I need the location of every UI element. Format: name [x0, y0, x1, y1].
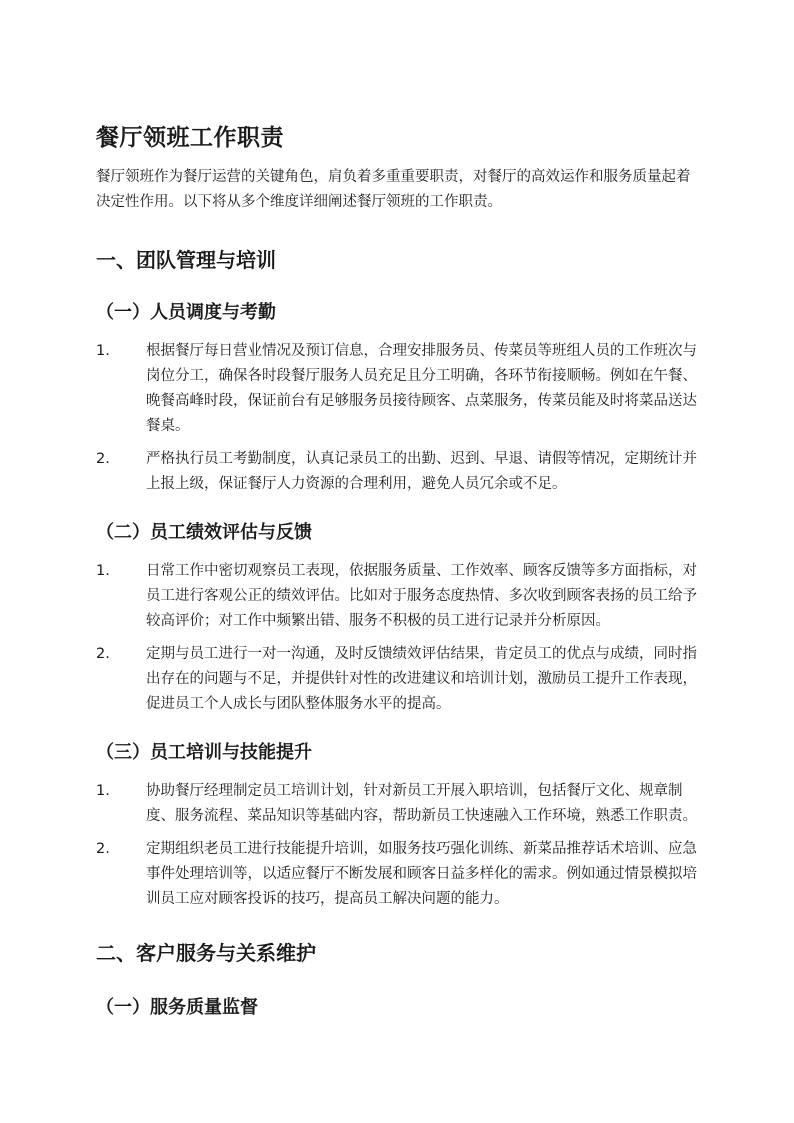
subsection-heading: （三）员工培训与技能提升 — [96, 742, 312, 763]
subsection-heading: （一）人员调度与考勤 — [96, 302, 276, 323]
numbered-list — [96, 779, 698, 912]
list-number: 1. — [96, 783, 110, 799]
list-item — [96, 339, 698, 439]
list-number: 2. — [96, 646, 110, 662]
list-item — [96, 837, 698, 912]
list-item — [96, 642, 698, 717]
list-item — [96, 559, 698, 634]
section-heading: 一、团队管理与培训 — [96, 248, 276, 272]
section-heading: 二、客户服务与关系维护 — [96, 941, 316, 965]
numbered-list — [96, 339, 698, 497]
list-item-text: 根据餐厅每日营业情况及预订信息，合理安排服务员、传菜员等班组人员的工作班次与岗位分工，确保各时段餐厅服务人员充足且分工明确，各环节衔接顺畅。例如在午餐、晚餐高峰时段，保证前台有足够服务员接待顾客、点菜服务，传菜员能及时将菜品送达餐桌。 — [146, 343, 697, 434]
list-number: 2. — [96, 451, 110, 467]
list-item — [96, 447, 698, 497]
numbered-list — [96, 559, 698, 717]
section-team-management — [96, 245, 698, 912]
list-number: 1. — [96, 563, 110, 579]
subsection-heading: （一）服务质量监督 — [96, 997, 258, 1018]
list-item — [96, 779, 698, 829]
list-item-text: 协助餐厅经理制定员工培训计划，针对新员工开展入职培训，包括餐厅文化、规章制度、服务流程、菜品知识等基础内容，帮助新员工快速融入工作环境，熟悉工作职责。 — [146, 783, 697, 824]
list-number: 1. — [96, 343, 110, 359]
intro-paragraph: 餐厅领班作为餐厅运营的关键角色，肩负着多重重要职责，对餐厅的高效运作和服务质量起着决定性作用。以下将从多个维度详细阐述餐厅领班的工作职责。 — [96, 169, 691, 210]
list-number: 2. — [96, 841, 110, 857]
subsection-heading: （二）员工绩效评估与反馈 — [96, 522, 312, 543]
list-item-text: 日常工作中密切观察员工表现，依据服务质量、工作效率、顾客反馈等多方面指标，对员工进行客观公正的绩效评估。比如对于服务态度热情、多次收到顾客表扬的员工给予较高评价；对工作中频繁出错、服务不积极的员工进行记录并分析原因。 — [146, 563, 697, 629]
page-title: 餐厅领班工作职责 — [96, 125, 284, 151]
list-item-text: 严格执行员工考勤制度，认真记录员工的出勤、迟到、早退、请假等情况，定期统计并上报上级，保证餐厅人力资源的合理利用，避免人员冗余或不足。 — [146, 451, 697, 492]
list-item-text: 定期组织老员工进行技能提升培训，如服务技巧强化训练、新菜品推荐话术培训、应急事件处理培训等，以适应餐厅不断发展和顾客日益多样化的需求。例如通过情景模拟培训员工应对顾客投诉的技巧，提高员工解决问题的能力。 — [146, 841, 697, 907]
list-item-text: 定期与员工进行一对一沟通，及时反馈绩效评估结果，肯定员工的优点与成绩，同时指出存在的问题与不足，并提供针对性的改进建议和培训计划，激励员工提升工作表现，促进员工个人成长与团队整体服务水平的提高。 — [146, 646, 697, 712]
section-customer-service — [96, 938, 698, 1022]
